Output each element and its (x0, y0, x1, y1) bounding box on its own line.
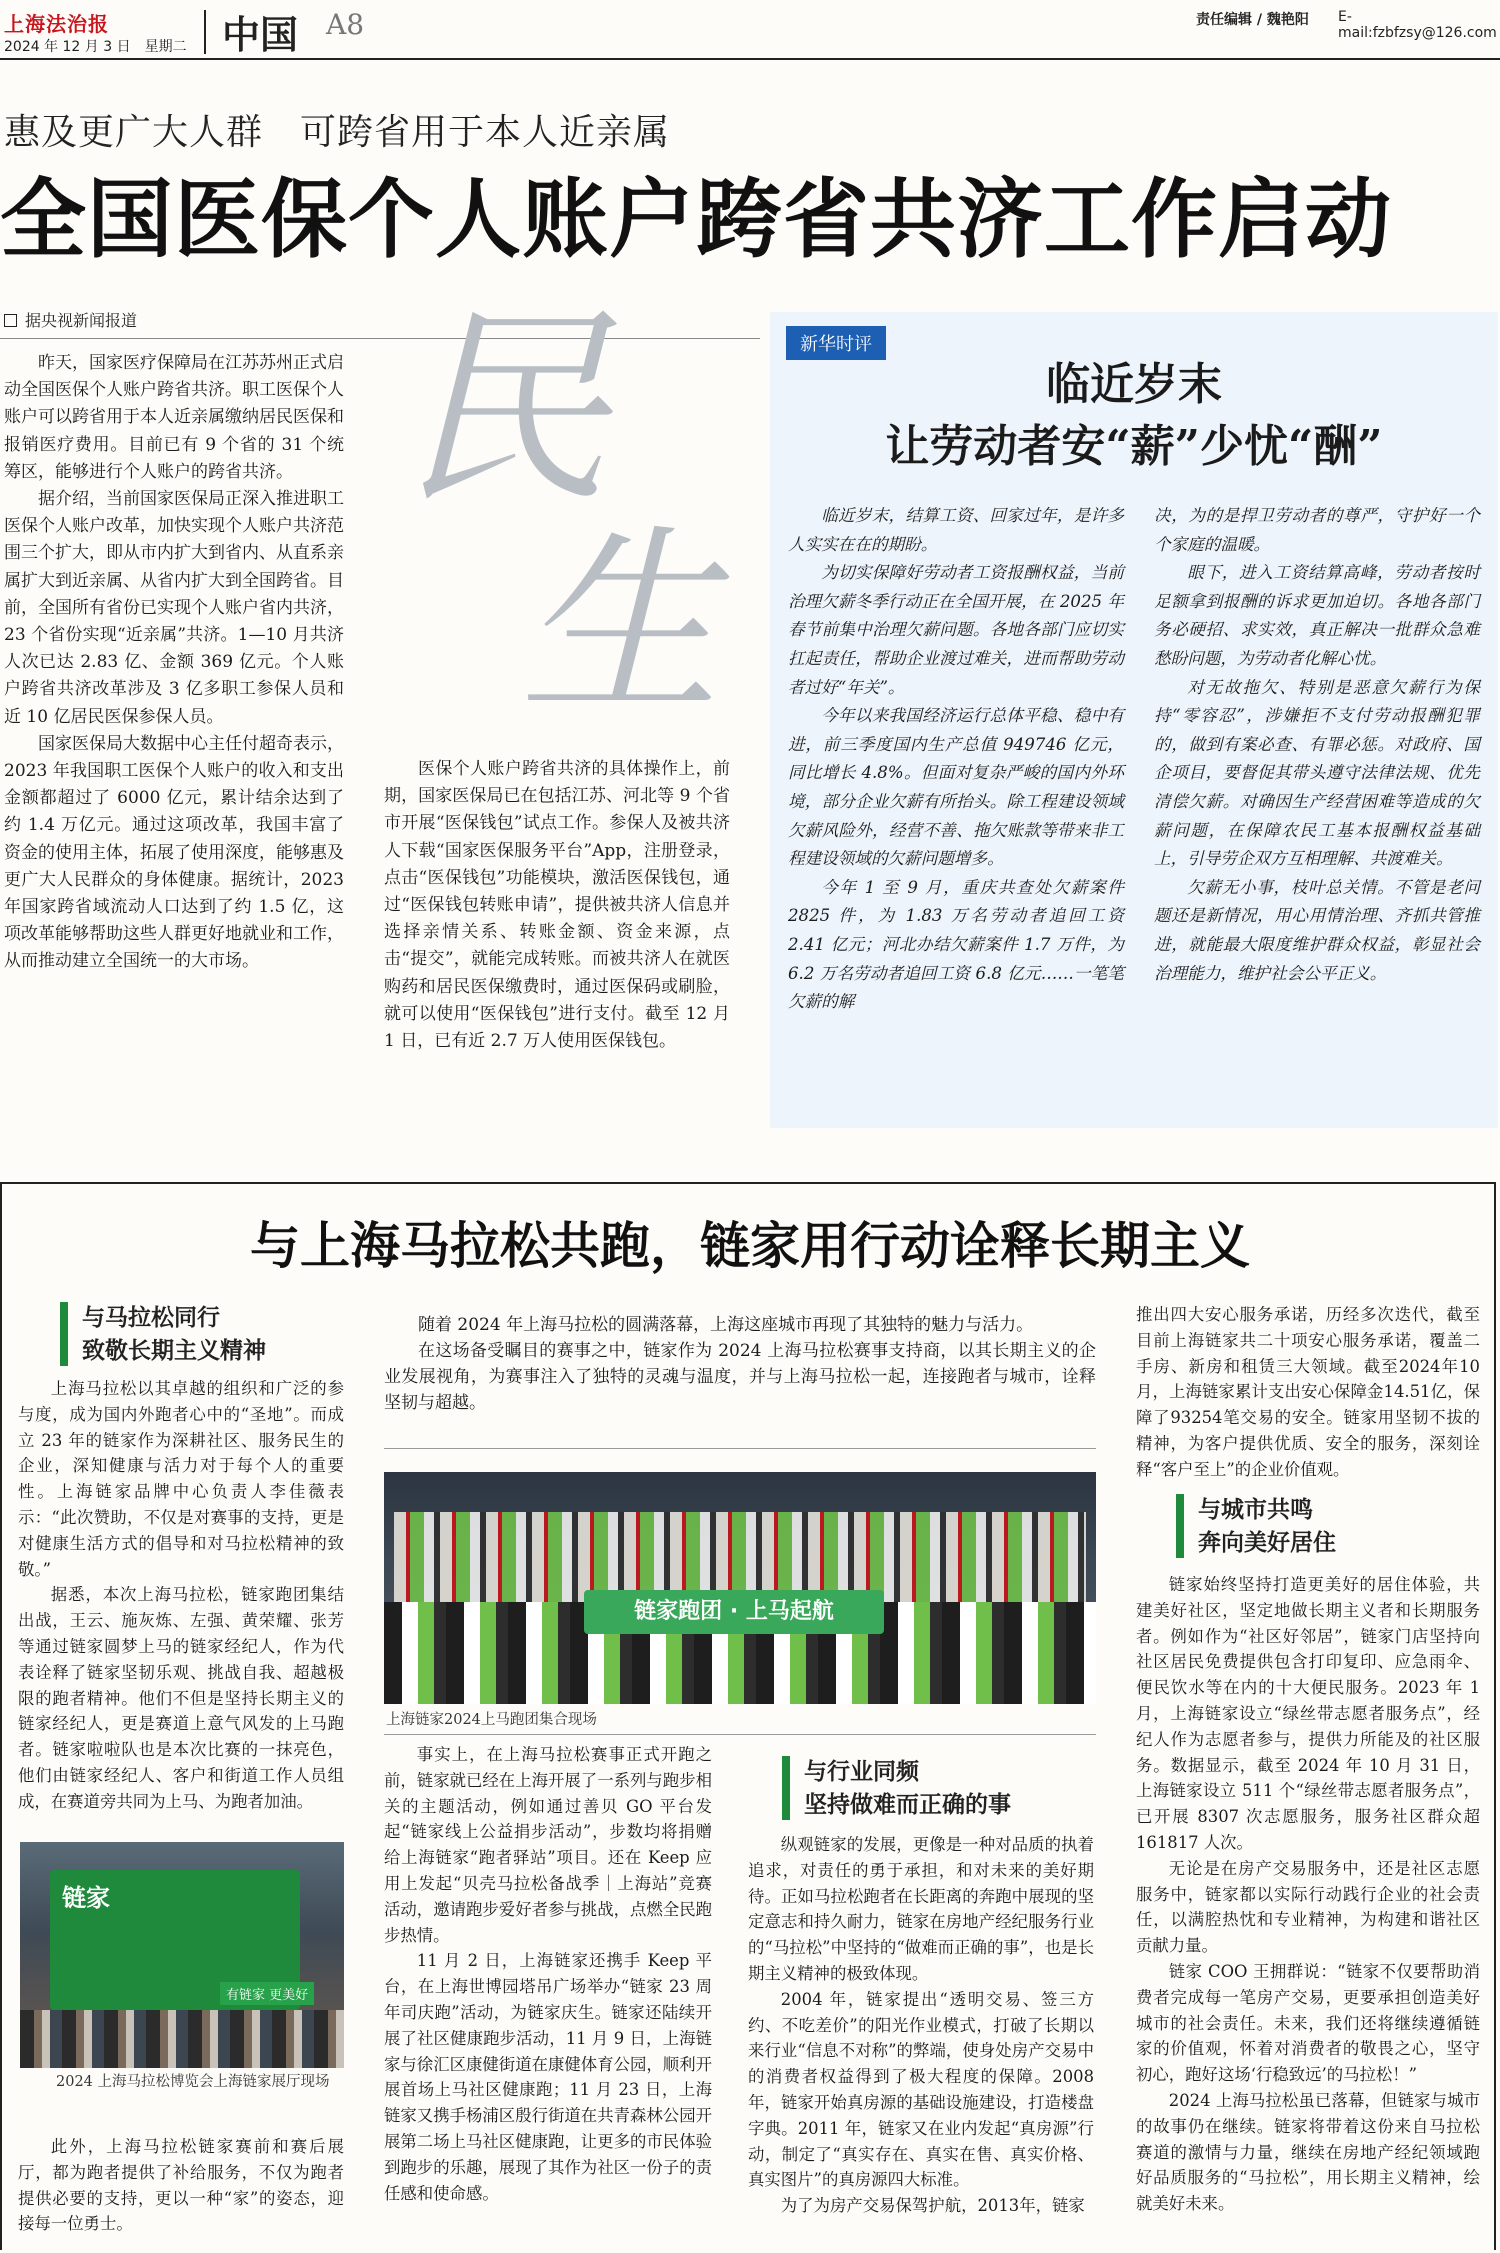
commentary-column-left (788, 502, 1124, 1017)
commentary-paragraph: 今年 1 至 9 月，重庆共查处欠薪案件 2825 件，为 1.83 万名劳动者追回工资 2.41 亿元；河北办结欠薪案件 1.7 万件，为 6.2 万名劳动者追回工资 6.8 亿元……一笔笔欠薪的解 (788, 877, 1124, 1012)
subhead-line: 与城市共鸣 (1198, 1497, 1313, 1523)
subhead-line: 与行业同频 (804, 1759, 919, 1785)
subhead-bar (1176, 1494, 1184, 1558)
feature-column-2 (384, 1742, 712, 2206)
subhead-line: 致敬长期主义精神 (82, 1338, 266, 1364)
feature-column-4-top (1136, 1302, 1480, 1483)
team-back-row (394, 1512, 1086, 1602)
lead-column-1 (4, 350, 344, 976)
masthead-divider (204, 10, 206, 54)
expo-photo-caption: 2024 上海马拉松博览会上海链家展厅现场 (56, 2074, 330, 2090)
masthead (0, 0, 1500, 60)
feature-paragraph: 随着 2024 年上海马拉松的圆满落幕，上海这座城市再现了其独特的魅力与活力。 (418, 1315, 1034, 1335)
commentary-title-line1: 临近岁末 (1046, 359, 1222, 410)
commentary-paragraph: 欠薪无小事，枝叶总关情。不管是老问题还是新情况，用心用情治理、齐抓共管推进，就能最大限度维护群众权益，彰显社会治理能力，维护社会公平正义。 (1154, 877, 1480, 983)
lead-column-2 (384, 756, 730, 1055)
calligraphy-min: 民 (400, 287, 611, 532)
feature-headline: 与上海马拉松共跑，链家用行动诠释长期主义 (250, 1216, 1250, 1275)
commentary-paragraph: 对无故拖欠、特别是恶意欠薪行为保持“零容忍”，涉嫌拒不支付劳动报酬犯罪的，做到有案必查、有罪必惩。对政府、国企项目，要督促其带头遵守法律法规、优先清偿欠薪。对确因生产经营困难等造成的欠薪问题，在保障农民工基本报酬权益基础上，引导劳企双方互相理解、共渡难关。 (1154, 677, 1480, 869)
feature-column-4 (1136, 1572, 1480, 2217)
feature-paragraph: 事实上，在上海马拉松赛事正式开跑之前，链家就已经在上海开展了一系列与跑步相关的主题活动，例如通过善贝 GO 平台发起“链家线上公益捐步活动”，步数均将捐赠给上海链家“跑者驿站”项目。还在 Keep 应用上发起“贝壳马拉松备战季｜上海站”竞赛活动，邀请跑步爱好者参与挑战，点燃全民跑步热情。 (384, 1745, 712, 1945)
feature-column-3 (748, 1832, 1094, 2219)
page-number: A8 (326, 8, 365, 41)
subhead-line: 奔向美好居住 (1198, 1530, 1336, 1556)
commentary-paragraph: 为切实保障好劳动者工资报酬权益，当前治理欠薪冬季行动正在全国开展，在 2025 年春节前集中治理欠薪问题。各地各部门应切实扛起责任，帮助企业渡过难关，进而帮助劳动者过好“年关”。 (788, 563, 1124, 697)
issue-date: 2024 年 12 月 3 日 星期二 (4, 39, 187, 55)
booth-banner: 有链家 更美好 (220, 1982, 314, 2005)
calligraphy-sheng: 生 (520, 508, 721, 741)
lead-source-rule (0, 338, 760, 339)
commentary-box (770, 312, 1498, 1128)
commentary-tag: 新华时评 (786, 326, 886, 360)
subhead-line: 坚持做难而正确的事 (804, 1792, 1011, 1818)
newspaper-logo: 上海法治报 (4, 12, 109, 36)
lead-headline: 全国医保个人账户跨省共济工作启动 (0, 169, 1392, 270)
lead-paragraph: 国家医保局大数据中心主任付超奇表示，2023 年我国职工医保个人账户的收入和支出金额都超过了 6000 亿元，累计结余达到了约 1.4 万亿元。通过这项改革，我国丰富了资金的使用主体，拓展了使用深度，能够惠及更广大人民群众的身体健康。据统计，2023 年国家跨省域流动人口达到了约 1.5 亿，这项改革能够帮助这些人群更好地就业和工作，从而推动建立全国统一的大市场。 (4, 733, 344, 972)
feature-paragraph: 据悉，本次上海马拉松，链家跑团集结出战，王云、施灰炼、左强、黄荣耀、张芳等通过链家圆梦上马的链家经纪人，作为代表诠释了链家坚韧乐观、挑战自我、超越极限的跑者精神。他们不但是坚持长期主义的链家经纪人，更是赛道上意气风发的上马跑者。链家啦啦队也是本次比赛的一抹亮色，他们由链家经纪人、客户和街道工作人员组成，在赛道旁共同为上马、为跑者加油。 (18, 1585, 344, 1811)
commentary-paragraph: 眼下，进入工资结算高峰，劳动者按时足额拿到报酬的诉求更加迫切。各地各部门务必硬招、求实效，真正解决一批群众急难愁盼问题，为劳动者化解心忧。 (1154, 563, 1480, 668)
caption-rule (384, 1734, 1096, 1735)
feature-paragraph: 链家始终坚持打造更美好的居住体验，共建美好社区，坚定地做长期主义者和长期服务者。例如作为“社区好邻居”，链家门店坚持向社区居民免费提供包含打印复印、应急雨伞、便民饮水等在内的十大便民服务。2023 年 1 月，上海链家设立“绿丝带志愿者服务点”，经纪人作为志愿者参与，提供力所能及的社区服务。数据显示，截至 2024 年 10 月 31 日，上海链家设立 511 个“绿丝带志愿者服务点”，已开展 8307 次志愿服务，服务社区群众超 161817 人次。 (1136, 1575, 1480, 1852)
lead-paragraph: 据介绍，当前国家医保局正深入推进职工医保个人账户改革，加快实现个人账户共济范围三个扩大，即从市内扩大到省内、从直系亲属扩大到近亲属、从省内扩大到全国跨省。目前，全国所有省份已实现个人账户省内共济，23 个省份实现“近亲属”共济。1—10 月共济人次已达 2.83 亿、金额 369 亿元。个人账户跨省共济改革涉及 3 亿多职工参保人员和近 10 亿居民医保参保人员。 (4, 489, 344, 727)
commentary-paragraph: 今年以来我国经济运行总体平稳、稳中有进，前三季度国内生产总值 949746 亿元，同比增长 4.8%。但面对复杂严峻的国内外环境，部分企业欠薪有所抬头。除工程建设领域欠薪风险外，经营不善、拖欠账款等带来非工程建设领域的欠薪问题增多。 (788, 706, 1124, 869)
expo-booth-photo (20, 1842, 344, 2068)
team-banner: 链家跑团 · 上马起航 (584, 1590, 884, 1634)
running-team-photo (384, 1472, 1096, 1704)
lead-kicker: 惠及更广大人群 可跨省用于本人近亲属 (4, 112, 671, 153)
feature-subhead-3 (1176, 1494, 1336, 1560)
masthead-rule (0, 58, 1500, 60)
source-text: 据央视新闻报道 (25, 311, 138, 330)
subhead-bar (782, 1756, 790, 1820)
editor-credit: 责任编辑 / 魏艳阳 (1196, 12, 1309, 28)
feature-paragraph: 11 月 2 日，上海链家还携手 Keep 平台，在上海世博园塔吊广场举办“链家 23 周年司庆跑”活动，为链家庆生。链家还陆续开展了社区健康跑步活动，11 月 9 日，上海链家与徐汇区康健街道在康健体育公园，顺利开展首场上马社区健康跑；11 月 23 日，上海链家又携手杨浦区殷行街道在共青森林公园开展第二场上马社区健康跑，让更多的市民体验到跑步的乐趣，展现了其作为社区一份子的责任感和使命感。 (384, 1951, 712, 2203)
feature-paragraph: 为了为房产交易保驾护航，2013年，链家 (780, 2196, 1085, 2216)
feature-column-1-bottom (18, 2134, 344, 2237)
lead-paragraph: 医保个人账户跨省共济的具体操作上，前期，国家医保局已在包括江苏、河北等 9 个省市开展“医保钱包”试点工作。参保人及被共济人下载“国家医保服务平台”App，注册登录，点击“医保钱包”功能模块，激活医保钱包，通过“医保钱包转账申请”，提供被共济人信息并选择亲情关系、转账金额、资金来源，点击“提交”，就能完成转账。而被共济人在就医购药和居民医保缴费时，通过医保码或刷脸，就可以使用“医保钱包”进行支付。截至 12 月 1 日，已有近 2.7 万人使用医保钱包。 (384, 759, 730, 1052)
feature-paragraph: 在这场备受瞩目的赛事之中，链家作为 2024 上海马拉松赛事支持商，以其长期主义的企业发展视角，为赛事注入了独特的灵魂与温度，并与上海马拉松一起，连接跑者与城市，诠释坚韧与超越。 (384, 1341, 1096, 1413)
crowd (20, 2010, 344, 2068)
feature-paragraph: 上海马拉松以其卓越的组织和广泛的参与度，成为国内外跑者心中的“圣地”。而成立 23 年的链家作为深耕社区、服务民生的企业，深知健康与活力对于每个人的重要性。上海链家品牌中心负责人李佳薇表示：“此次赞助，不仅是对赛事的支持，更是对健康生活方式的倡导和对马拉松精神的致敬。” (18, 1379, 344, 1579)
lead-source (4, 308, 137, 331)
source-box-icon (4, 314, 17, 327)
feature-paragraph: 推出四大安心服务承诺，历经多次迭代，截至目前上海链家共二十项安心服务承诺，覆盖二手房、新房和租赁三大领域。截至2024年10月，上海链家累计支出安心保障金14.51亿，保障了93254笔交易的安全。链家用坚韧不拔的精神，为客户提供优质、安全的服务，深刻诠释“客户至上”的企业价值观。 (1136, 1305, 1480, 1479)
commentary-column-right (1154, 502, 1480, 988)
team-photo-caption: 上海链家2024上马跑团集合现场 (386, 1712, 597, 1728)
feature-paragraph: 此外，上海马拉松链家赛前和赛后展厅，都为跑者提供了补给服务，不仅为跑者提供必要的支持，更以一种“家”的姿态，迎接每一位勇士。 (18, 2137, 344, 2234)
feature-paragraph: 2024 上海马拉松虽已落幕，但链家与城市的故事仍在继续。链家将带着这份来自马拉松赛道的激情与力量，继续在房地产经纪领域跑好品质服务的“马拉松”，用长期主义精神，绘就美好未来。 (1136, 2090, 1480, 2214)
feature-paragraph: 2004 年，链家提出“透明交易、签三方约、不吃差价”的阳光作业模式，打破了长期以来行业“信息不对称”的弊端，使身处房产交易中的消费者权益得到了极大程度的保障。2008 年，链家开始真房源的基础设施建设，打造楼盘字典。2011 年，链家又在业内发起“真房源”行动，制定了“真实存在、真实在售、真实价格、真实图片”的真房源四大标准。 (748, 1989, 1094, 2190)
feature-subhead-1 (60, 1302, 266, 1368)
feature-subhead-2 (782, 1756, 1011, 1822)
feature-paragraph: 无论是在房产交易服务中，还是社区志愿服务中，链家都以实际行动践行企业的社会责任，以满腔热忱和专业精神，为构建和谐社区贡献力量。 (1136, 1858, 1480, 1956)
feature-paragraph: 链家 COO 王拥群说：“链家不仅要帮助消费者完成每一笔房产交易，更要承担创造美好城市的社会责任。未来，我们还将继续遵循链家的价值观，怀着对消费者的敬畏之心，坚守初心，跑好这场‘行稳致远’的马拉松！” (1136, 1961, 1480, 2085)
commentary-title-line2: 让劳动者安“薪”少忧“酬” (885, 421, 1383, 472)
feature-intro (384, 1312, 1096, 1416)
commentary-paragraph: 决，为的是捍卫劳动者的尊严，守护好一个个家庭的温暖。 (1154, 506, 1480, 554)
commentary-paragraph: 临近岁末，结算工资、回家过年，是许多人实实在在的期盼。 (788, 506, 1124, 554)
feature-paragraph: 纵观链家的发展，更像是一种对品质的执着追求，对责任的勇于承担，和对未来的美好期待。正如马拉松跑者在长距离的奔跑中展现的坚定意志和持久耐力，链家在房地产经纪服务行业的“马拉松”中坚持的“做难而正确的事”，也是长期主义精神的极致体现。 (748, 1835, 1094, 1983)
feature-column-1 (18, 1376, 344, 1815)
editor-email: E-mail:fzbfzsy@126.com (1338, 9, 1497, 41)
intro-rule (384, 1448, 1096, 1449)
lead-paragraph: 昨天，国家医疗保障局在江苏苏州正式启动全国医保个人账户跨省共济。职工医保个人账户可以跨省用于本人近亲属缴纳居民医保和报销医疗费用。目前已有 9 个省的 31 个统筹区，能够进行个人账户的跨省共济。 (4, 353, 344, 482)
subhead-line: 与马拉松同行 (82, 1305, 220, 1331)
subhead-bar (60, 1302, 68, 1366)
booth-sign: 链家 (62, 1884, 110, 1912)
section-name: 中国 (222, 13, 299, 57)
